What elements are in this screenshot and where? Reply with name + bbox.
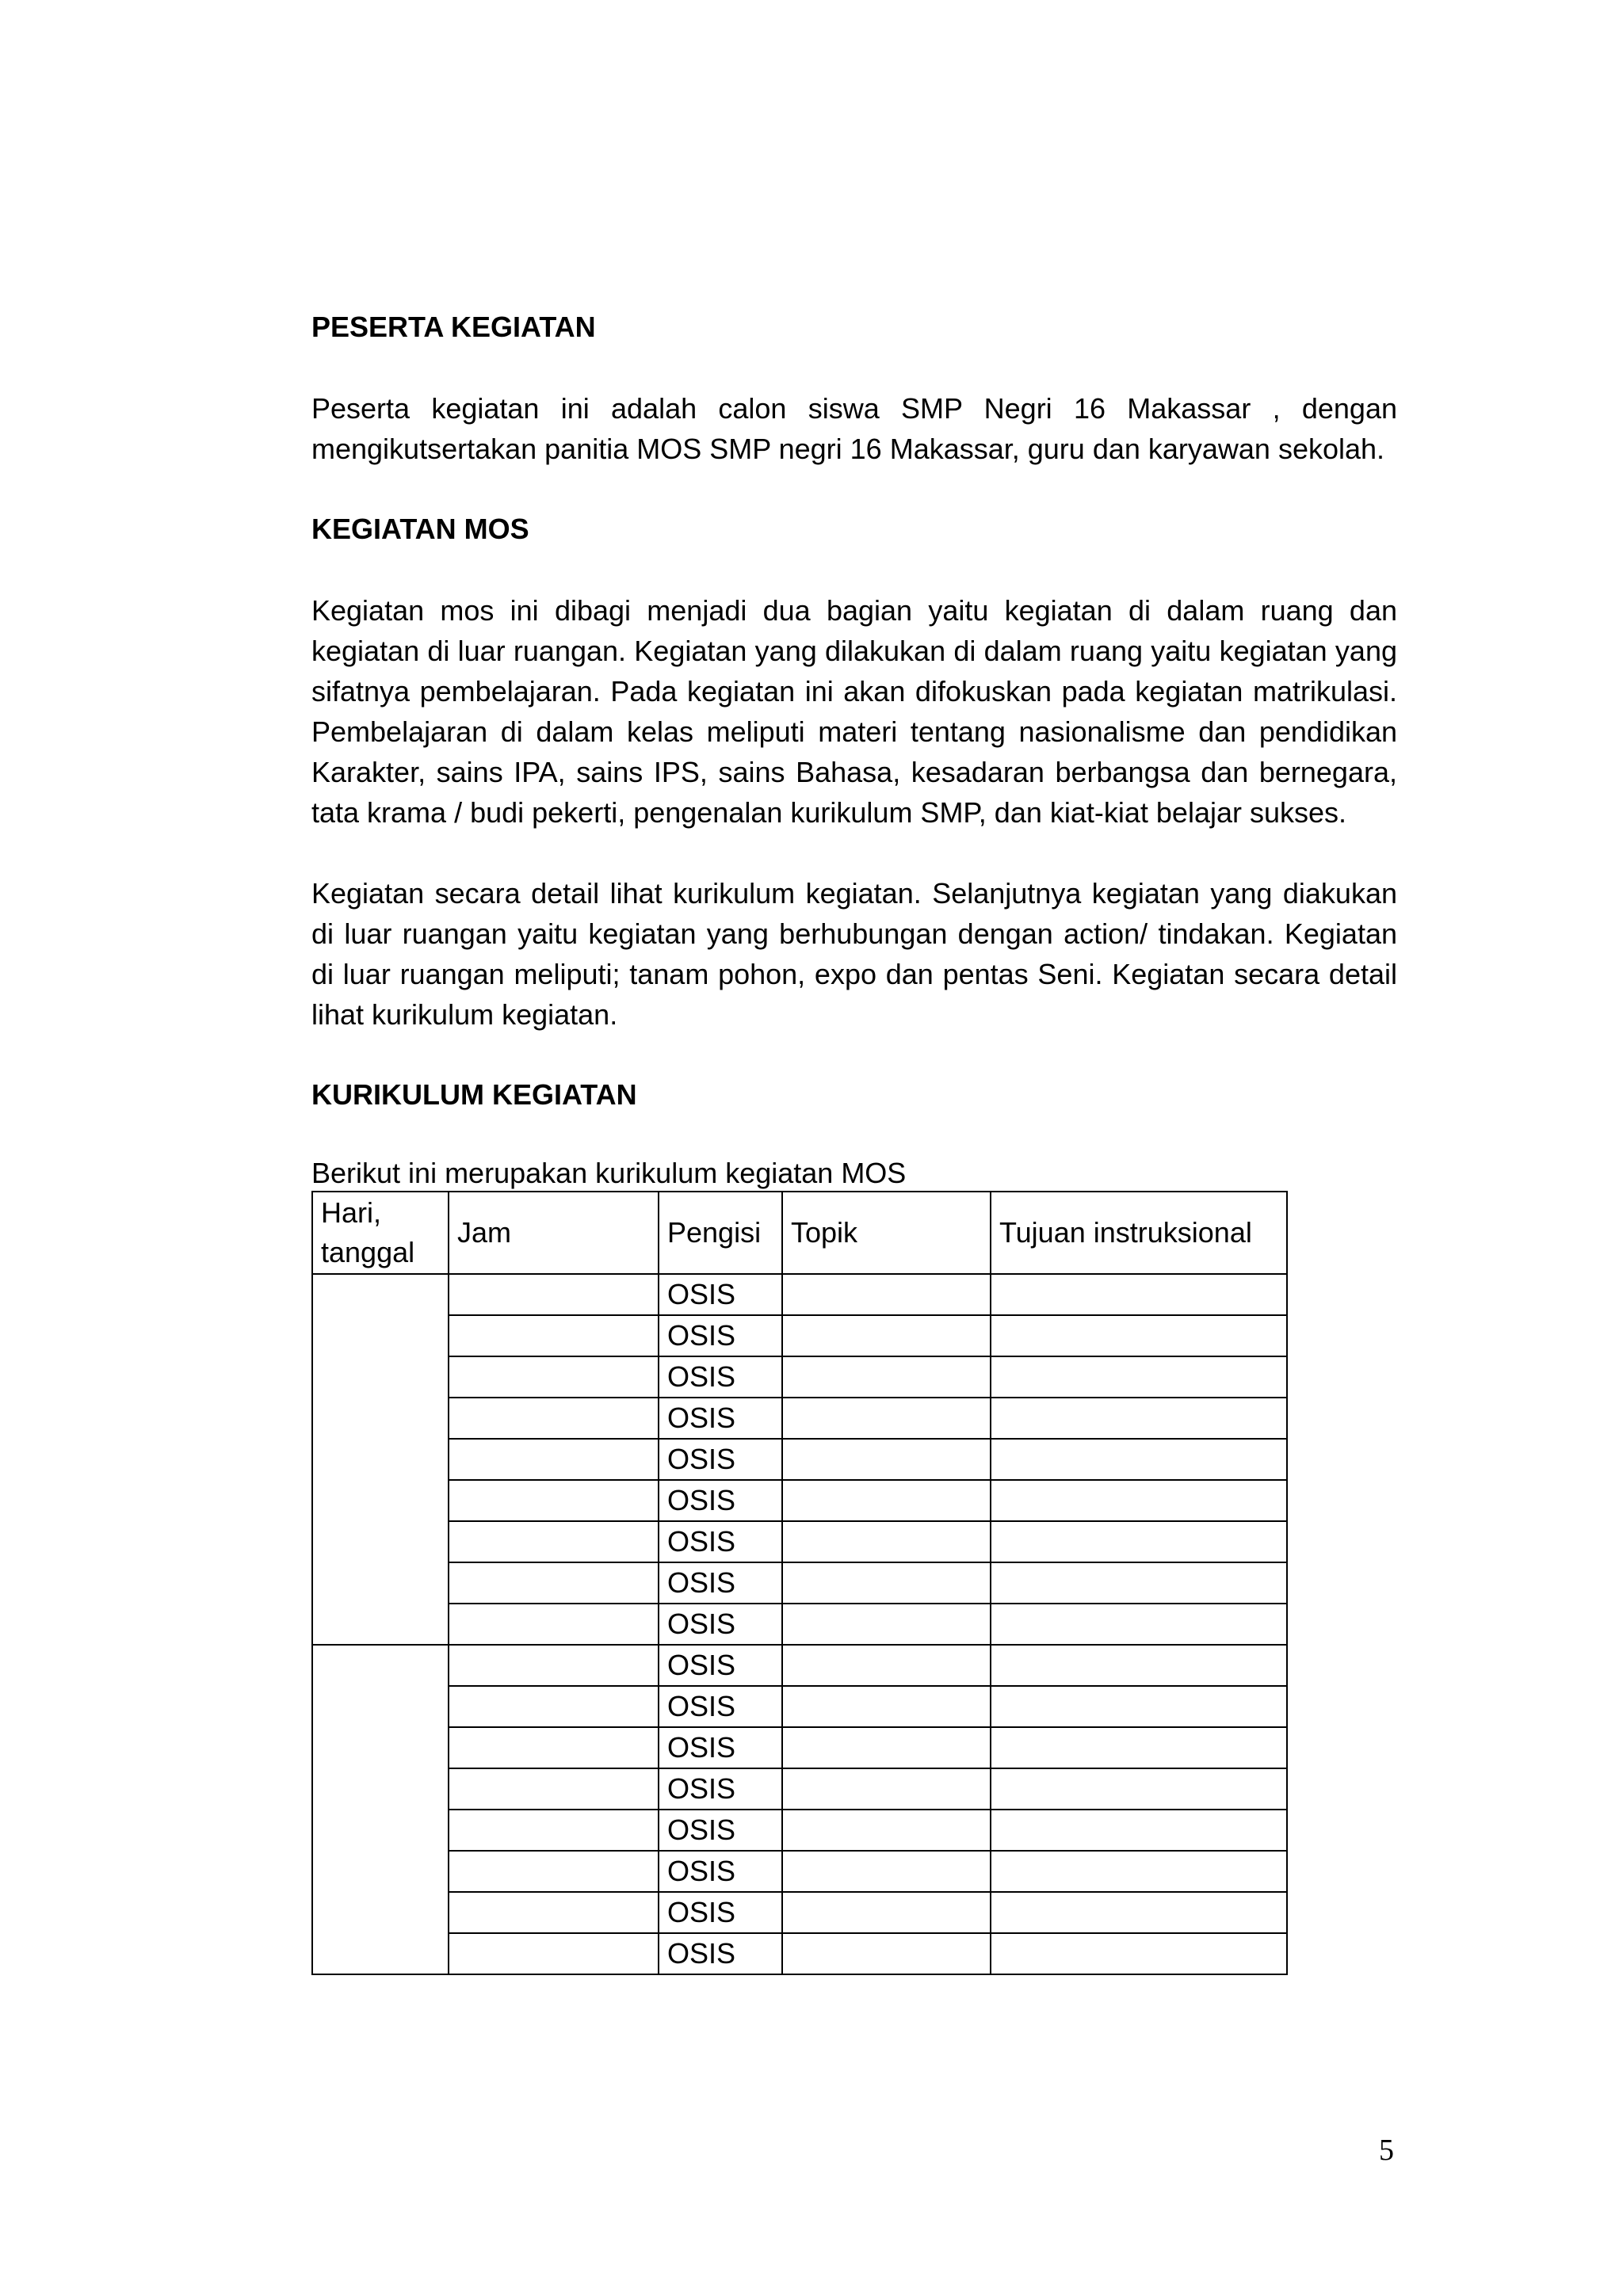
page-content: [311, 307, 1397, 1975]
pengisi-cell: OSIS: [659, 1686, 782, 1727]
table-row: [312, 1439, 1287, 1480]
table-row: [312, 1274, 1287, 1315]
tujuan-cell: [991, 1521, 1287, 1562]
table-header-row: [312, 1192, 1287, 1274]
section-title-kegiatan: KEGIATAN MOS: [311, 513, 529, 545]
topik-cell: [782, 1686, 991, 1727]
table-row: [312, 1768, 1287, 1810]
kegiatan-paragraph-2: Kegiatan secara detail lihat kurikulum kegiatan. Selanjutnya kegiatan yang diakukan di luar ruangan yaitu kegiatan yang berhubungan dengan action/ tindakan. Kegiatan di luar ruangan meliputi; tanam pohon, expo dan pentas Seni. Kegiatan secara detail lihat kurikulum kegiatan.: [311, 877, 1397, 1031]
tujuan-cell: [991, 1315, 1287, 1356]
tujuan-cell: [991, 1851, 1287, 1892]
topik-cell: [782, 1604, 991, 1645]
tujuan-cell: [991, 1604, 1287, 1645]
tujuan-cell: [991, 1645, 1287, 1686]
header-jam: Jam: [449, 1192, 659, 1274]
jam-cell: [449, 1274, 659, 1315]
jam-cell: [449, 1768, 659, 1810]
day-cell-1: [312, 1274, 449, 1645]
topik-cell: [782, 1768, 991, 1810]
jam-cell: [449, 1562, 659, 1604]
header-pengisi: Pengisi: [659, 1192, 782, 1274]
jam-cell: [449, 1315, 659, 1356]
jam-cell: [449, 1356, 659, 1398]
table-row: [312, 1686, 1287, 1727]
table-row: [312, 1604, 1287, 1645]
table-row: [312, 1645, 1287, 1686]
topik-cell: [782, 1562, 991, 1604]
pengisi-cell: OSIS: [659, 1480, 782, 1521]
tujuan-cell: [991, 1274, 1287, 1315]
topik-cell: [782, 1274, 991, 1315]
table-row: [312, 1521, 1287, 1562]
pengisi-cell: OSIS: [659, 1398, 782, 1439]
jam-cell: [449, 1810, 659, 1851]
pengisi-cell: OSIS: [659, 1810, 782, 1851]
table-row: [312, 1851, 1287, 1892]
pengisi-cell: OSIS: [659, 1439, 782, 1480]
table-row: [312, 1398, 1287, 1439]
tujuan-cell: [991, 1933, 1287, 1974]
topik-cell: [782, 1521, 991, 1562]
page-number: 5: [1379, 2134, 1394, 2167]
table-row: [312, 1933, 1287, 1974]
pengisi-cell: OSIS: [659, 1604, 782, 1645]
table-row: [312, 1892, 1287, 1933]
table-row: [312, 1315, 1287, 1356]
tujuan-cell: [991, 1439, 1287, 1480]
kegiatan-paragraph-1: Kegiatan mos ini dibagi menjadi dua bagian yaitu kegiatan di dalam ruang dan kegiatan di luar ruangan. Kegiatan yang dilakukan di dalam ruang yaitu kegiatan yang sifatnya pembelajaran. Pada kegiatan ini akan difokuskan pada kegiatan matrikulasi. Pembelajaran di dalam kelas meliputi materi tentang nasionalisme dan pendidikan Karakter, sains IPA, sains IPS, sains Bahasa, kesadaran berbangsa dan bernegara, tata krama / budi pekerti, pengenalan kurikulum SMP, dan kiat-kiat belajar sukses.: [311, 594, 1397, 829]
tujuan-cell: [991, 1398, 1287, 1439]
pengisi-cell: OSIS: [659, 1356, 782, 1398]
topik-cell: [782, 1810, 991, 1851]
header-hari-tanggal: Hari, tanggal: [312, 1192, 449, 1274]
topik-cell: [782, 1480, 991, 1521]
table-row: [312, 1727, 1287, 1768]
pengisi-cell: OSIS: [659, 1768, 782, 1810]
topik-cell: [782, 1727, 991, 1768]
tujuan-cell: [991, 1686, 1287, 1727]
pengisi-cell: OSIS: [659, 1315, 782, 1356]
day-cell-2: [312, 1645, 449, 1974]
tujuan-cell: [991, 1892, 1287, 1933]
tujuan-cell: [991, 1356, 1287, 1398]
pengisi-cell: OSIS: [659, 1645, 782, 1686]
table-row: [312, 1562, 1287, 1604]
section-title-kurikulum: KURIKULUM KEGIATAN: [311, 1078, 637, 1111]
jam-cell: [449, 1892, 659, 1933]
pengisi-cell: OSIS: [659, 1562, 782, 1604]
section-title-peserta: PESERTA KEGIATAN: [311, 311, 596, 343]
pengisi-cell: OSIS: [659, 1933, 782, 1974]
pengisi-cell: OSIS: [659, 1851, 782, 1892]
kurikulum-table: [311, 1191, 1288, 1975]
jam-cell: [449, 1398, 659, 1439]
jam-cell: [449, 1521, 659, 1562]
pengisi-cell: OSIS: [659, 1274, 782, 1315]
jam-cell: [449, 1851, 659, 1892]
header-tujuan-instruksional: Tujuan instruksional: [991, 1192, 1287, 1274]
tujuan-cell: [991, 1727, 1287, 1768]
jam-cell: [449, 1480, 659, 1521]
jam-cell: [449, 1727, 659, 1768]
topik-cell: [782, 1645, 991, 1686]
tujuan-cell: [991, 1810, 1287, 1851]
topik-cell: [782, 1315, 991, 1356]
pengisi-cell: OSIS: [659, 1892, 782, 1933]
peserta-paragraph: Peserta kegiatan ini adalah calon siswa SMP Negri 16 Makassar , dengan mengikutsertakan panitia MOS SMP negri 16 Makassar, guru dan karyawan sekolah.: [311, 392, 1397, 465]
pengisi-cell: OSIS: [659, 1521, 782, 1562]
tujuan-cell: [991, 1768, 1287, 1810]
table-row: [312, 1356, 1287, 1398]
jam-cell: [449, 1604, 659, 1645]
jam-cell: [449, 1645, 659, 1686]
topik-cell: [782, 1356, 991, 1398]
topik-cell: [782, 1398, 991, 1439]
tujuan-cell: [991, 1480, 1287, 1521]
topik-cell: [782, 1933, 991, 1974]
jam-cell: [449, 1686, 659, 1727]
tujuan-cell: [991, 1562, 1287, 1604]
kurikulum-intro: Berikut ini merupakan kurikulum kegiatan MOS: [311, 1157, 907, 1189]
table-row: [312, 1810, 1287, 1851]
topik-cell: [782, 1851, 991, 1892]
topik-cell: [782, 1439, 991, 1480]
jam-cell: [449, 1933, 659, 1974]
table-row: [312, 1480, 1287, 1521]
topik-cell: [782, 1892, 991, 1933]
pengisi-cell: OSIS: [659, 1727, 782, 1768]
jam-cell: [449, 1439, 659, 1480]
header-topik: Topik: [782, 1192, 991, 1274]
